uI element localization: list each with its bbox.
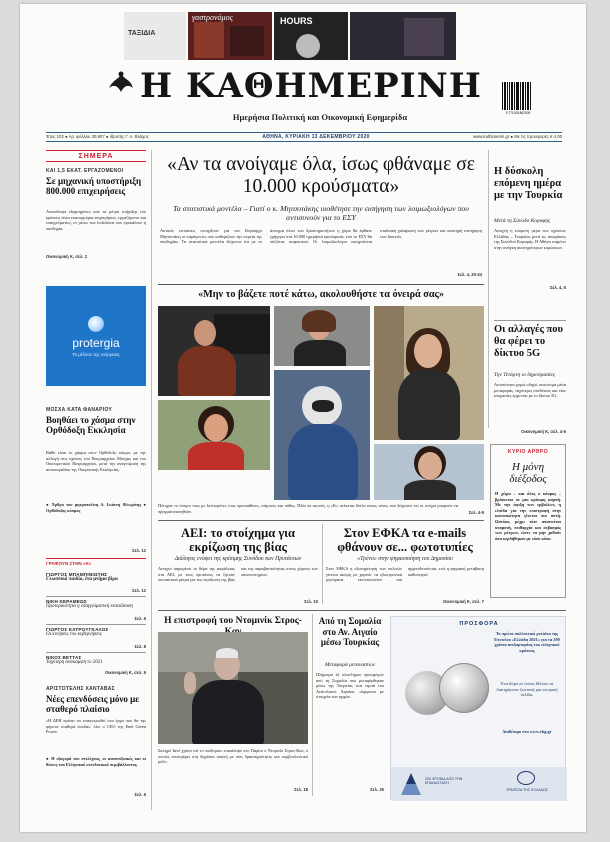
efka-headline[interactable]: Στον ΕΦΚΑ τα e-mails φθάνουν σε... φωτοτυπίες bbox=[337, 526, 473, 554]
editorial-text: Η χώρα – και όλος ο κόσμος – βρίσκεται σε μια κρίσιμη καμπή. Με την άφιξη των εμβολίων, η ελπίδα για την επιστροφή στην κανονικότητα γίνεται πιο απτή. Ωστόσο, μέχρι τότε απαιτείται υπομονή, πειθαρχία και σεβασμός των μέτρων, ώστε να μην χαθούν όσα κερδήθηκαν με τόσο κόπο. bbox=[495, 491, 561, 541]
sidebar-bullets-2: ● Άρθρο του μητροπολίτη Α. Ιωάννη Φλωρίνης ● Ορθόδοξος κόσμος bbox=[46, 502, 146, 513]
sidebar-ref-3[interactable]: Σελ. 6 bbox=[134, 792, 146, 797]
columnist-1-ref[interactable]: Σελ. 12 bbox=[132, 588, 146, 593]
protergia-tagline: Το μέλλον της ενέργειας bbox=[72, 352, 120, 357]
columnist-divider-3 bbox=[46, 652, 146, 653]
middle-row-rule bbox=[158, 520, 484, 521]
middle-divider bbox=[322, 524, 323, 604]
dreams-photo-6 bbox=[374, 444, 484, 500]
right-ref-1[interactable]: Σελ. 4, 6 bbox=[549, 285, 566, 290]
somalia-subtitle: Μεταφορά μεταναστών bbox=[324, 662, 376, 668]
promo-coin-front bbox=[439, 663, 489, 713]
right-sub-2: Την Τετάρτη οι δημοπρασίες bbox=[494, 372, 555, 378]
columnist-2-ref[interactable]: Σελ. 6 bbox=[134, 616, 146, 621]
dreams-caption: Πέτυχαν το όνειρο τους με ξενιτεμένες τους προσπάθειες, επίμονες και πάθος. Πλάι σε αυτούς, η «Κ» στέκεται δίπλα στους νέους που δείχνουν ότι οι στόχοι μπορούν να πραγματοποιηθούν. bbox=[158, 503, 458, 514]
stross-photo bbox=[158, 632, 308, 744]
sidebar-today-header bbox=[46, 150, 146, 162]
somalia-text: Πλήρωμα εξ ολοκλήρου προσφύγων από τη Σομαλία που μεταφέρθηκαν μέσω της Τουρκίας στα νησιά του Ανατολικού Αιγαίου, σύμφωνα με στοιχεία των αρχών. bbox=[316, 672, 384, 700]
columnist-4-ref[interactable]: Οικονομική Κ, σελ. 9 bbox=[104, 670, 146, 675]
columnist-3[interactable] bbox=[46, 627, 146, 638]
promo-text-3[interactable]: Διαθέσιμο στο www.rbg.gr bbox=[502, 729, 552, 734]
stross-headline[interactable]: Η επιστροφή του Ντομινίκ Στρος- bbox=[164, 616, 302, 626]
sidebar-kicker-1: ΚΑΙ 1,5 ΕΚΑΤ. ΕΡΓΑΖΟΜΕΝΟΙ bbox=[46, 168, 124, 174]
right-text-2: Αυτοκίνητα χωρίς οδηγό, αυτόνομα μέσα μεταφοράς, ταχύτερες συνδέσεις και νέες υπηρεσίες έρχονται με το δίκτυο 5G. bbox=[494, 382, 566, 399]
sidebar-today-label: ΣΗΜΕΡΑ bbox=[78, 153, 114, 160]
newspaper-subtitle: Ημερήσια Πολιτική και Οικονομική Εφημερίδα bbox=[232, 112, 408, 122]
right-headline-2[interactable]: Οι αλλαγές που θα φέρει το δίκτυο 5G bbox=[494, 324, 563, 359]
protergia-ad[interactable] bbox=[46, 286, 146, 386]
lead-subtitle: Τα στατιστικά μοντέλα – Γιατί ο κ. Μητσοτάκης υιοθέτησε την εισήγηση των λοιμωξιολόγων που αντισυνούν για το ΕΣΥ bbox=[173, 204, 469, 223]
columnist-divider-1 bbox=[46, 596, 146, 597]
promo-text-2: Ένα δώρο σε όσους θέλουν να διατηρήσουν ζωντανή μια ιστορική σελίδα. bbox=[496, 681, 558, 698]
issue-date: ΑΘΗΝΑ, ΚΥΡΙΑΚΗ 13 ΔΕΚΕΜΒΡΙΟΥ 2020 bbox=[262, 134, 370, 140]
right-ref-2[interactable]: Οικονομική Κ, σελ. 4-6 bbox=[521, 429, 566, 434]
columnist-1-name: ΓΙΩΡΓΟΣ ΜΠΑΜΠΙΝΙΩΤΗΣ bbox=[46, 572, 108, 577]
columnist-2-text: Προτεραιότητα η επαγγελματική εκπαίδευση bbox=[46, 604, 133, 609]
editorial-title[interactable]: Η μόνη διέξοδος bbox=[509, 461, 547, 485]
columnist-3-text: Οι κινήσεις του κυβερνήσεις bbox=[46, 632, 102, 637]
ael-subtitle: Διάλογος ενόψει της κρίσιμης Συνόδου των Πρυτάνεων bbox=[174, 556, 302, 562]
masthead-rule-bottom bbox=[46, 141, 562, 142]
sidebar-kicker-3: ΑΡΙΣΤΟΤΕΛΗΣ ΧΑΝΤΑΒΑΣ bbox=[46, 686, 115, 692]
barcode bbox=[502, 82, 532, 116]
sidebar-headline-1[interactable]: Σε μηχανική υποστήριξη 800.000 επιχειρήσεις bbox=[46, 176, 142, 196]
columnist-1[interactable] bbox=[46, 572, 146, 583]
newspaper-page bbox=[20, 4, 586, 832]
sidebar-headline-3[interactable]: Νέες επενδύσεις μόνο με σταθερό πλαίσιο bbox=[46, 694, 140, 714]
columnist-divider-2 bbox=[46, 624, 146, 625]
editorial-box bbox=[490, 444, 566, 598]
stross-caption: Σκληρό Ιανό χρόνο επί το ποιδόμισο επικάλυψε στο Παρίσι ο Ντομινίκ Στρος-Καν, ο οποίος επιστρέφει στη δημόσια σκηνή με νέες δραστηριότητες και συμβουλευτικό ρόλο. bbox=[158, 748, 308, 765]
columnists-header bbox=[46, 558, 146, 566]
dreams-photo-5 bbox=[158, 400, 270, 470]
columnist-2-name: ΝΙΚΗ ΚΕΡΑΜΕΩΣ bbox=[46, 599, 87, 604]
columnists-header-label: ΓΡΑΦΟΥΝ ΣΤΗΝ «Κ» bbox=[46, 561, 92, 566]
columnist-3-name: ΓΙΩΡΓΟΣ ΚΑΤΡΟΥΓΚΑΛΟΣ bbox=[46, 627, 109, 632]
columnist-1-text: Γλωσσικό παιδίο, ένα μνήμα βίρα bbox=[46, 577, 118, 582]
promo-text: Το πρώτο συλλεκτικό ρετάλια της Επετείου «Ελλάδα 2021» για τα 200 χρόνια ανεξαρτησίας του ελληνικού κράτους bbox=[494, 631, 560, 653]
supplement-hours-label: HOURS bbox=[280, 16, 313, 26]
promo-logo-right: ΤΡΑΠΕΖΑ ΤΗΣ ΕΛΛΑΔΟΣ bbox=[506, 788, 548, 792]
right-headline-1[interactable]: Η δύσκολη επόμενη ημέρα με την Τουρκία bbox=[494, 166, 563, 201]
columnist-3-ref[interactable]: Σελ. 8 bbox=[134, 644, 146, 649]
editorial-label: ΚΥΡΙΟ ΑΡΘΡΟ bbox=[507, 449, 549, 455]
efka-ref[interactable]: Οικονομική Κ, σελ. 7 bbox=[442, 599, 484, 604]
columnist-4[interactable] bbox=[46, 655, 146, 666]
sidebar-ref-1[interactable]: Οικονομική Κ, σελ. 2 bbox=[46, 254, 88, 259]
barcode-number: 9 771108 862009 bbox=[505, 111, 531, 115]
dreams-photo-1 bbox=[158, 306, 270, 396]
supplement-gastronomos-label: γαστρονόμος bbox=[192, 13, 233, 22]
efka-subtitle: «Τρένο» στην ψηφιοποίηση του Δημοσίου bbox=[357, 556, 453, 562]
sidebar-text-3: «Η ΔΕΗ πρέπει να επικεντρωθεί στα έργα που θα της φέρουν σταθερά έσοδα», λέει ο CEO της Enel Green Power. bbox=[46, 718, 146, 735]
sidebar-headline-2[interactable]: Βοηθάει το χάσμα στην Ορθόδοξη Εκκλησία bbox=[46, 415, 136, 435]
columnist-2[interactable] bbox=[46, 599, 146, 610]
promo-footer bbox=[391, 767, 567, 801]
supplement-taxidia[interactable] bbox=[124, 12, 186, 60]
masthead-logo bbox=[106, 68, 136, 98]
lead-text: Αστικές εστιάσεις στοιχίζουν για τον Κυρίαρχο Μητσοτάκη οι παράγοντες που καθορίζουν την πορεία της πανδημίας. Τα στατιστικά μοντέλα δείχνουν ότι με το άνοιγμα όλων των δραστηριοτήτων η χώρα θα έφθανε γρήγορα στα 10.000 ημερήσια κρούσματα, ενώ το ΕΣΥ θα πίεζόταν ασφυκτικά. Οι λοιμωξιολόγοι εισηγούνται σταδιακή χαλάρωση των μέτρων και αυστηρή επιτήρηση των δεικτών. bbox=[160, 228, 482, 245]
sidebar-ref-2[interactable]: Σελ. 12 bbox=[132, 548, 146, 553]
columnist-4-text: Ταχύτερη ανάκαμψη το 2021 bbox=[46, 660, 103, 665]
supplement-hours[interactable] bbox=[274, 12, 348, 60]
promo-label: ΠΡΟΣΦΟΡΑ bbox=[459, 621, 499, 627]
supplement-extra[interactable] bbox=[350, 12, 456, 60]
dreams-top-rule bbox=[158, 284, 484, 285]
bank-logo-icon bbox=[517, 771, 535, 785]
issue-info: Έτος 102 ● Αρ. φύλλου 30.907 ● Ιδρυτής Γ. Α. Βλάχος bbox=[46, 134, 149, 139]
somalia-headline[interactable]: Από τη Σομαλία στο Αν. Αιγαίο μέσω Τουρκίας bbox=[318, 616, 382, 647]
efka-text: Στον ΕΦΚΑ η εξυπηρέτηση των πολιτών γίνεται ακόμη με χαρτιά: τα ηλεκτρονικά μηνύματα εκτυπώνονται και αρχειοθετούνται, ενώ η ψηφιακή μετάβαση καθυστερεί. bbox=[326, 566, 484, 583]
right-divider-1 bbox=[494, 320, 566, 321]
newspaper-title: Η ΚΑΘΗΜΕΡΙΝΗ bbox=[140, 66, 482, 106]
ael-text: Ανοιχτό παραμένει το θέμα της ασφάλειας στα ΑΕΙ, με τους πρυτάνεις να ζητούν ουσιαστικά μέτρα για την εκρίζωση της βίας και της παραβατικότητας στους χώρους των πανεπιστημίων. bbox=[158, 566, 318, 583]
columnist-4-name: ΝΙΚΟΣ ΒΕΤΤΑΣ bbox=[46, 655, 82, 660]
supplements-strip bbox=[124, 12, 456, 60]
dreams-photo-4 bbox=[274, 370, 370, 500]
dreams-photo-2 bbox=[274, 306, 370, 366]
bottom-row-rule bbox=[158, 610, 566, 611]
supplement-taxidia-label: ΤΑΞΙΔΙΑ bbox=[128, 30, 156, 37]
supplement-gastronomos[interactable] bbox=[188, 12, 272, 60]
ael-headline[interactable]: ΑΕΙ: το στοίχημα για εκρίζωση της βίας bbox=[180, 526, 296, 554]
dreams-ref[interactable]: Σελ. 4-5 bbox=[468, 510, 484, 515]
sidebar-text-2: Βαθύ είναι το χάσμα στον Ορθόδοξο κόσμο, με την αλλαγή στις σχέσεις του Πατριαρχείου Μόσχας και του Οικουμενικού Πατριαρχείου, μετά την αναγνώριση της αυτοκεφαλίας της Ουκρανικής Εκκλησίας. bbox=[46, 450, 146, 472]
barcode-icon bbox=[502, 82, 532, 110]
lead-right-divider bbox=[488, 150, 489, 428]
right-text-1: Ανοιχτή η επόμενη μέρα των σχέσεων Ελλάδας – Τουρκίας μετά τις αποφάσεις της Συνόδου Κορυφής. Η Αθήνα επιμένει στην ανάγκη αυστηρότερων κυρώσεων. bbox=[494, 228, 566, 250]
bottom-divider-1 bbox=[312, 614, 313, 796]
sidebar-text-1: Αποκάλυψε εξαρτημένες από τα μέτρα στήριξης του κράτους είναι εκατομμύρια επιχειρήσεις, εργαζόμενοι και επαγγελματίες, εν μέσω των lockdown που προκάλεσε η πανδημία. bbox=[46, 209, 146, 231]
sidebar-text-3b: ● Η εξαγορά του στελέχους, οι αναπτυξιακές και οι θέσεις του Ελληνικού επενδυτικού περιβάλλοντος. bbox=[46, 756, 146, 767]
lead-headline[interactable]: «Αν τα ανοίγαμε όλα, ίσως φθάναμε σε 10.000 κρούσματα» bbox=[167, 154, 475, 197]
dreams-headline[interactable]: «Μην το βάζετε ποτέ κάτω, ακολουθήστε τα όνειρά σας» bbox=[198, 289, 444, 300]
promo-logo-left: 200 ΧΡΟΝΙΑ ΑΠΟ ΤΗΝ ΕΠΑΝΑΣΤΑΣΗ bbox=[425, 777, 463, 786]
protergia-brand: protergia bbox=[72, 336, 120, 350]
masthead-rule-top bbox=[46, 132, 562, 133]
lead-ref[interactable]: Σελ. 4, 20-24 bbox=[457, 272, 482, 277]
protergia-logo-icon bbox=[88, 316, 104, 332]
anniversary-logo-icon bbox=[401, 773, 421, 795]
right-sub-1: Μετά τη Σύνοδο Κορυφής bbox=[494, 218, 551, 224]
sidebar-divider bbox=[151, 150, 152, 810]
stross-ref[interactable]: Σελ. 18 bbox=[294, 787, 308, 792]
sidebar-kicker-2: ΜΟΣΧΑ ΚΑΤΑ ΦΑΝΑΡΙΟΥ bbox=[46, 407, 113, 413]
website-price: www.kathimerini.gr ● Με τις προσφορές € 4,00 bbox=[473, 134, 562, 139]
dreams-photo-3 bbox=[374, 306, 484, 440]
promo-ad[interactable] bbox=[390, 616, 566, 800]
somalia-ref[interactable]: Σελ. 25 bbox=[370, 787, 384, 792]
phoenix-logo-icon bbox=[106, 68, 136, 98]
ael-ref[interactable]: Σελ. 10 bbox=[304, 599, 318, 604]
